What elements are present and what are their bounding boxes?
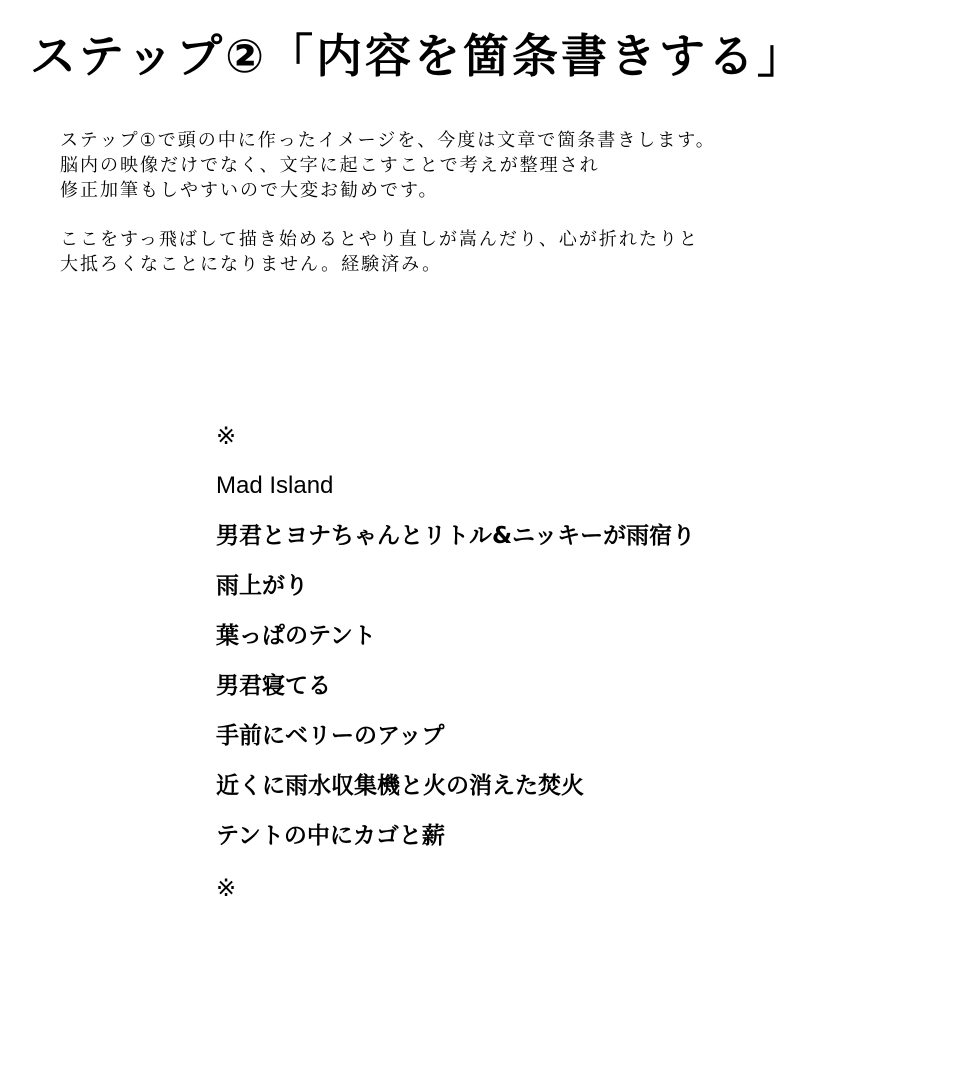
outline-item: 葉っぱのテント (216, 623, 376, 649)
outline-item: 男君寝てる (216, 673, 331, 699)
outline-item: 雨上がり (216, 573, 308, 599)
bullet-outline (216, 418, 916, 906)
outline-item: Mad Island (216, 472, 334, 499)
outline-item: テントの中にカゴと薪 (216, 823, 445, 849)
outline-item: 手前にベリーのアップ (216, 723, 445, 749)
intro-line: ステップ①で頭の中に作ったイメージを、今度は文章で箇条書きします。 (60, 130, 716, 151)
page-title: ステップ②「内容を箇条書きする」 (30, 29, 807, 83)
intro-paragraph (60, 227, 940, 277)
outline-item: 近くに雨水収集機と火の消えた焚火 (216, 773, 584, 799)
intro-paragraph (60, 128, 940, 203)
outline-start-marker: ※ (216, 422, 237, 450)
intro-line: 脳内の映像だけでなく、文字に起こすことで考えが整理され (60, 155, 600, 176)
intro-line: ここをすっ飛ばして描き始めるとやり直しが嵩んだり、心が折れたりと (60, 229, 699, 250)
intro-line: 修正加筆もしやすいので大変お勧めです。 (60, 180, 439, 201)
outline-item: 男君とヨナちゃんとリトル&ニッキーが雨宿り (216, 523, 696, 549)
intro-line: 大抵ろくなことになりません。経験済み。 (60, 254, 443, 275)
intro-text (60, 128, 940, 301)
outline-end-marker: ※ (216, 874, 237, 902)
